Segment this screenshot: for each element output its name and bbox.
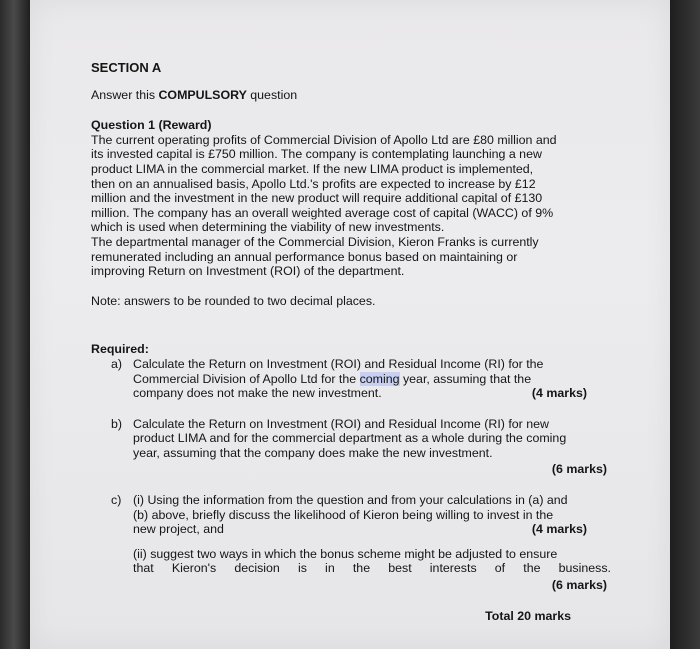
question-title: Question 1 (Reward) — [91, 118, 212, 133]
body-line: million and the investment in the new product will require additional capital of £130 — [91, 191, 543, 206]
requirement-c: c) (i) Using the information from the question and from your calculations in (a) and (b) above, briefly discuss the likelihood of Kieron being willing to invest in the new project, and (4 marks) (ii) suggest two ways in which the bonus scheme might be adjusted to ensure that Kieron's decision is in the best interests of the business. (6 marks) — [111, 493, 611, 593]
body-line: The departmental manager of the Commercial Division, Kieron Franks is currently — [91, 234, 539, 249]
section-instruction: Answer this COMPULSORY question — [91, 87, 298, 102]
requirement-a: a) Calculate the Return on Investment (ROI) and Residual Income (RI) for the Commercial Division of Apollo Ltd for the coming year, assuming that the company does not make the new investment. (4 marks) — [111, 356, 587, 401]
question-body — [91, 133, 611, 279]
body-line: its invested capital is £750 million. The company is contemplating launching a new — [91, 147, 542, 162]
total-marks: Total 20 marks — [485, 608, 571, 623]
document — [91, 61, 611, 623]
required-list — [91, 357, 611, 593]
requirement-label: c) — [111, 493, 122, 508]
marks-c-ii: (6 marks) — [551, 578, 607, 593]
marks-b: (6 marks) — [551, 462, 607, 477]
body-line: million. The company has an overall weighted average cost of capital (WACC) of 9% — [91, 205, 554, 220]
body-line: product LIMA in the commercial market. If the new LIMA product is implemented, — [91, 161, 534, 176]
required-heading: Required: — [91, 342, 149, 357]
body-line: which is used when determining the viability of new investments. — [91, 220, 445, 235]
marks-c-i: (4 marks) — [531, 522, 587, 537]
requirement-c-ii: (ii) suggest two ways in which the bonus scheme might be adjusted to ensure that Kieron's decision is in the best interests of the business. (6 marks) — [133, 546, 611, 593]
body-line: remunerated including an annual performance bonus based on maintaining or — [91, 249, 518, 264]
marks-a: (4 marks) — [531, 386, 587, 401]
body-line: then on an annualised basis, Apollo Ltd.'s profits are expected to increase by £12 — [91, 176, 536, 191]
section-title: SECTION A — [91, 60, 162, 75]
requirement-label: a) — [111, 356, 123, 371]
body-line: The current operating profits of Commercial Division of Apollo Ltd are £80 million and — [91, 132, 557, 147]
rounding-note: Note: answers to be rounded to two decimal places. — [91, 293, 376, 308]
text-selection-highlight: coming — [359, 371, 400, 386]
requirement-label: b) — [111, 416, 123, 431]
body-line: improving Return on Investment (ROI) of the department. — [91, 264, 405, 279]
requirement-b: b) Calculate the Return on Investment (ROI) and Residual Income (RI) for new product LIMA and for the commercial department as a whole during the coming year, assuming that the company does make the new investment. (6 marks) — [111, 417, 611, 477]
